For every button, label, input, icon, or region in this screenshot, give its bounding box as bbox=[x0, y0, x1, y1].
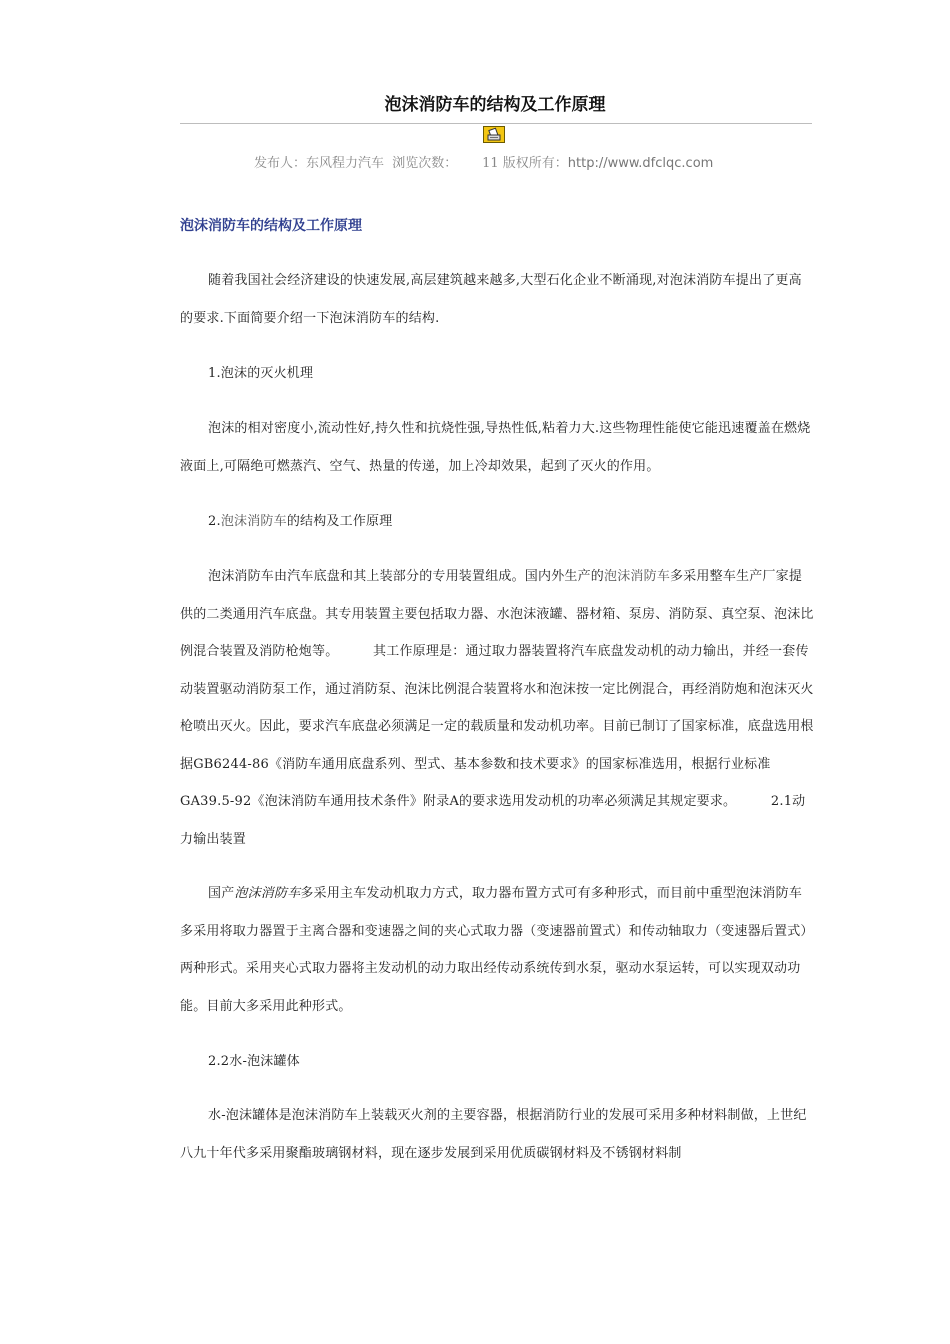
title-divider bbox=[180, 123, 812, 124]
intro-paragraph: 随着我国社会经济建设的快速发展,高层建筑越来越多,大型石化企业不断涌现,对泡沫消防车提出了更高的要求.下面简要介绍一下泡沫消防车的结构. bbox=[180, 273, 802, 326]
printer-icon[interactable] bbox=[483, 126, 505, 143]
section-2-body-rest: 多采用整车生产厂家提供的二类通用汽车底盘。其专用装置主要包括取力器、水泡沫液罐、器材箱、泵房、消防泵、真空泵、泡沫比例混合装置及消防枪炮等。 其工作原理是：通过取力器装置将汽车底盘发动机的动力输出，并经一套传动装置驱动消防泵工作，通过消防泵、泡沫比例混合装置将水和泡沫按一定比例混合，再经消防炮和泡沫灭火枪喷出灭火。因此，要求汽车底盘必须满足一定的载质量和发动机功率。目前已制订了国家标准，底盘选用根据GB6244-86《消防车通用底盘系列、型式、基本参数和技术要求》的国家标准选用，根据行业标准GA39.5-92《泡沫消防车通用技术条件》附录A的要求选用发动机的功率必须满足其规定要求。 2.1动力输出装置 bbox=[180, 569, 814, 847]
view-count: 11 bbox=[482, 156, 499, 171]
section-1-body: 泡沫的相对密度小,流动性好,持久性和抗烧性强,导热性低,粘着力大.这些物理性能使它能迅速覆盖在燃烧液面上,可隔绝可燃蒸汽、空气、热量的传递，加上冷却效果，起到了灭火的作用。 bbox=[180, 421, 811, 474]
section-2-1-start: 国产 bbox=[208, 886, 235, 901]
section-2-title-rest: 的结构及工作原理 bbox=[286, 514, 393, 529]
section-2-1-italic: 泡沫消防车 bbox=[234, 886, 301, 901]
section-2-body bbox=[180, 558, 814, 858]
section-2-1-body bbox=[180, 875, 814, 1025]
section-2-body-start: 泡沫消防车由汽车底盘和其上装部分的专用装置组成。国内外生产的 bbox=[208, 569, 605, 584]
publisher-label: 发布人：东风程力汽车 浏览次数： bbox=[254, 156, 458, 171]
section-1-title: 1.泡沫的灭火机理 bbox=[208, 366, 314, 381]
article-meta bbox=[254, 152, 713, 171]
section-2-number: 2. bbox=[208, 514, 221, 529]
article-subheading: 泡沫消防车的结构及工作原理 bbox=[180, 218, 362, 234]
section-2-2-title: 2.2水-泡沫罐体 bbox=[208, 1054, 300, 1069]
section-2-1-rest: 多采用主车发动机取力方式，取力器布置方式可有多种形式，而目前中重型泡沫消防车多采用将取力器置于主离合器和变速器之间的夹心式取力器（变速器前置式）和传动轴取力（变速器后置式）两种形式。采用夹心式取力器将主发动机的动力取出经传动系统传到水泵，驱动水泵运转，可以实现双动功能。目前大多采用此种形式。 bbox=[180, 886, 814, 1014]
page-title: 泡沫消防车的结构及工作原理 bbox=[384, 95, 606, 115]
section-2-2-body: 水-泡沫罐体是泡沫消防车上装载灭火剂的主要容器，根据消防行业的发展可采用多种材料制做，上世纪八九十年代多采用聚酯玻璃钢材料，现在逐步发展到采用优质碳钢材料及不锈钢材料制 bbox=[180, 1108, 807, 1161]
section-2-title bbox=[180, 503, 814, 541]
copyright-label: 版权所有： bbox=[502, 156, 568, 171]
copyright-url[interactable]: http://www.dfclqc.com bbox=[567, 156, 714, 171]
section-2-link[interactable]: 泡沫消防车 bbox=[220, 514, 287, 529]
section-2-body-link[interactable]: 泡沫消防车 bbox=[604, 569, 671, 584]
